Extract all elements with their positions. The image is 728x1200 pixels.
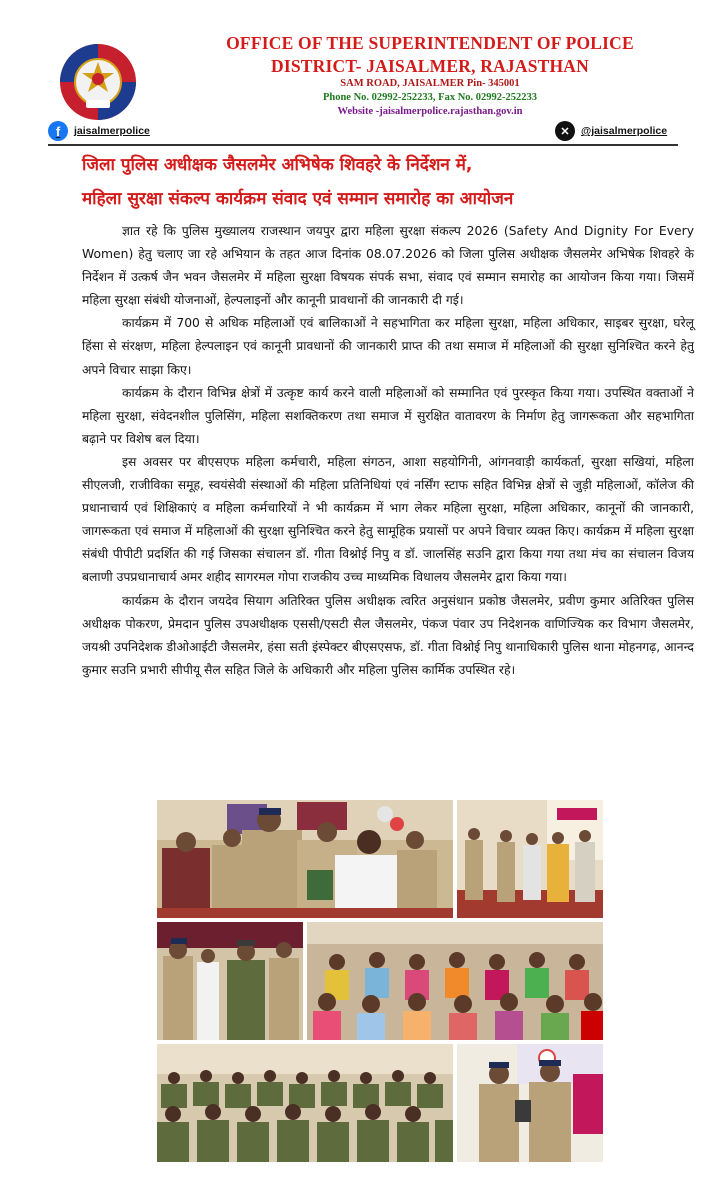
article-body bbox=[82, 220, 694, 682]
facebook-link[interactable] bbox=[48, 120, 150, 142]
office-website: Website -jaisalmerpolice.rajasthan.gov.in bbox=[337, 106, 523, 117]
paragraph-5: कार्यक्रम के दौरान जयदेव सियाग अतिरिक्त पुलिस अधीक्षक त्वरित अनुसंधान प्रकोष्ठ जैसलमेर, प्रवीण कुमार अतिरिक्त पुलिस अधीक्षक पोकरण, प्रेमदान पुलिस उपअधीक्षक एससी/एसटी सैल जैसलमेर, पंकज पंवार उप निदेशनक वाणिज्यिक कर विभाग जैसलमेर, जयश्री उपनिदेशक डीओआईटी जैसलमेर, हंसा सती इंस्पेक्टर बीएसएसफ, डॉ. गीता विश्नोई निपु थानाधिकारी पुलिस थाना मोहनगढ़, आनन्द कुमार सउनि प्रभारी सीपीयू सैल सहित जिले के अधिकारी और महिला पुलिस कार्मिक उपस्थित रहे। bbox=[82, 593, 694, 677]
rajasthan-police-emblem bbox=[58, 42, 138, 122]
header-divider bbox=[48, 144, 678, 146]
x-link[interactable] bbox=[555, 120, 667, 142]
office-phone: Phone No. 02992-252233, Fax No. 02992-252233 bbox=[322, 92, 538, 103]
photo-award-ceremony bbox=[157, 800, 453, 918]
office-title: OFFICE OF THE SUPERINTENDENT OF POLICE bbox=[226, 33, 634, 53]
paragraph-3: कार्यक्रम के दौरान विभिन्न क्षेत्रों में उत्कृष्ट कार्य करने वाली महिलाओं को सम्मानित एवं पुरस्कृत किया गया। उपस्थित वक्ताओं ने महिला सुरक्षा, संवेदनशील पुलिसिंग, महिला सशक्तिकरण तथा समाज में सुरक्षित वातावरण के निर्माण हेतु जागरूकता और सहभागिता बढ़ाने पर विशेष बल दिया। bbox=[82, 385, 694, 446]
photo-audience-women bbox=[307, 922, 603, 1040]
headline-line-2: महिला सुरक्षा संकल्प कार्यक्रम संवाद एवं सम्मान समारोह का आयोजन bbox=[82, 189, 514, 209]
photo-stage-felicitation bbox=[457, 800, 603, 918]
photo-officers-standing bbox=[157, 922, 303, 1040]
office-address: SAM ROAD, JAISALMER Pin- 345001 bbox=[340, 78, 520, 89]
paragraph-4: इस अवसर पर बीएसएफ महिला कर्मचारी, महिला संगठन, आशा सहयोगिनी, आंगनवाड़ी कार्यकर्ता, सुरक्षा सखियां, महिला सीएलजी, राजीविका समूह, स्वयंसेवी संस्थाओं की महिला प्रतिनिधियां एवं नर्सिंग स्टाफ सहित विभिन्न क्षेत्रों से जुड़ी महिलाओं, कॉलेज की प्रधानाचार्य एवं शिक्षिकाएं व महिला कर्मचारियों ने भी कार्यक्रम में भाग लेकर महिला सुरक्षा, महिला अधिकार, कानूनों की जानकारी, जागरूकता एवं समाज में महिलाओं की सुरक्षा सुनिश्चित करने हेतु सामूहिक प्रयासों पर अपने विचार व्यक्त किए। कार्यक्रम में महिला सुरक्षा संबंधी पीपीटी प्रदर्शित की गई जिसका संचालन डॉ. गीता विश्नोई निपु व डॉ. जालसिंह सउनि द्वारा किया गया तथा मंच का संचालन विजय बलाणी उपप्रधानाचार्य अमर शहीद सागरमल गोपा राजकीय उच्च माध्यमिक विधालय जैसलमेर द्वारा किया गया। bbox=[82, 454, 694, 585]
facebook-icon: f bbox=[48, 121, 68, 141]
paragraph-1: ज्ञात रहे कि पुलिस मुख्यालय राजस्थान जयपुर द्वारा महिला सुरक्षा संकल्प 2026 (Safety And Dignity For Every Women) हेतु चलाए जा रहे अभियान के तहत आज दिनांक 08.07.2026 को जिला पुलिस अधीक्षक जैसलमेर अभिषेक शिवहरे के निर्देशन में उत्कर्ष जैन भवन जैसलमेर में महिला सुरक्षा विषयक संपर्क सभा, संवाद एवं सम्मान समारोह का आयोजन किया गया। जिसमें महिला सुरक्षा संबंधी योजनाओं, हेल्पलाइनों और कानूनी प्रावधानों की जानकारी दी गई। bbox=[82, 224, 694, 308]
paragraph-2: कार्यक्रम में 700 से अधिक महिलाओं एवं बालिकाओं ने सहभागिता कर महिला सुरक्षा, महिला अधिकार, साइबर सुरक्षा, घरेलू हिंसा से संरक्षण, महिला हेल्पलाइन एवं कानूनी प्रावधानों की जानकारी प्राप्त की तथा समाज में महिलाओं की सुरक्षा सुनिश्चित करने हेतु अपने विचार साझा किए। bbox=[82, 316, 694, 377]
headline-line-1: जिला पुलिस अधीक्षक जैसलमेर अभिषेक शिवहरे के निर्देशन में, bbox=[82, 155, 473, 175]
photo-memento-presentation bbox=[457, 1044, 603, 1162]
x-handle: @jaisalmerpolice bbox=[581, 125, 668, 137]
district-title: DISTRICT- JAISALMER, RAJASTHAN bbox=[271, 56, 589, 76]
photo-bsf-audience bbox=[157, 1044, 453, 1162]
x-icon: ✕ bbox=[555, 121, 575, 141]
facebook-handle: jaisalmerpolice bbox=[74, 125, 150, 137]
